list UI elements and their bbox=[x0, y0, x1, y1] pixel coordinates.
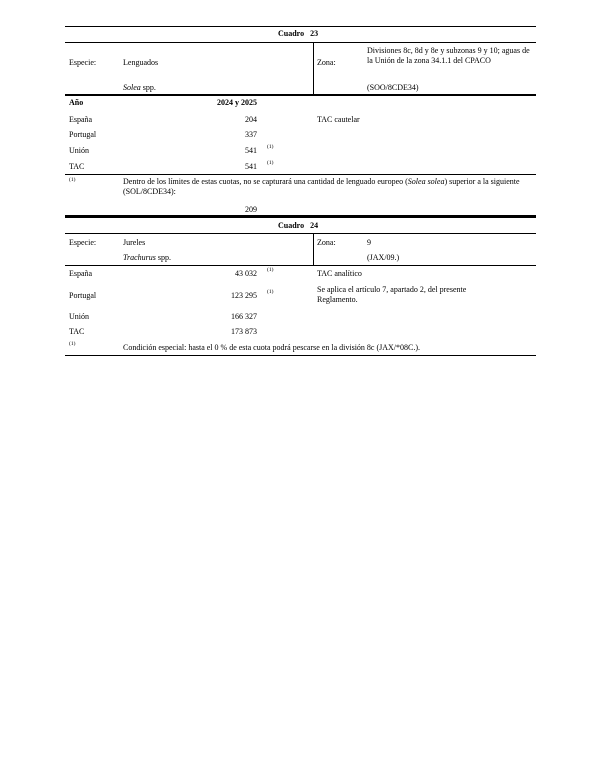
table-23-footnote-rule bbox=[65, 174, 536, 175]
title-number: 23 bbox=[310, 29, 319, 38]
title-label: Cuadro bbox=[278, 29, 305, 38]
zone-label: Zona: bbox=[317, 238, 336, 247]
row-value: 43 032 bbox=[235, 269, 257, 278]
table-24-title bbox=[278, 221, 318, 230]
footnote-value: 209 bbox=[245, 205, 257, 214]
footnote-marker: (1) bbox=[267, 289, 274, 295]
footnote-text-part: Dentro de los límites de estas cuotas, no se capturará una cantidad de lenguado europeo ( bbox=[123, 177, 408, 186]
species-latin: Trachurus bbox=[123, 253, 156, 262]
title-label: Cuadro bbox=[278, 221, 305, 230]
footnote-mark: (1) bbox=[69, 341, 76, 347]
row-value: 541 bbox=[245, 162, 257, 171]
footnote-mark: (1) bbox=[69, 177, 76, 183]
table-24-species-divider bbox=[313, 233, 314, 265]
species-spp: spp. bbox=[142, 83, 156, 92]
row-value: 123 295 bbox=[231, 291, 257, 300]
species-label: Especie: bbox=[69, 238, 97, 247]
row-value: 541 bbox=[245, 146, 257, 155]
footnote-marker: (1) bbox=[267, 267, 274, 273]
row-country: TAC bbox=[69, 162, 85, 171]
year-value: 2024 y 2025 bbox=[217, 98, 257, 107]
row-value: 173 873 bbox=[231, 327, 257, 336]
table-24-bottom-rule bbox=[65, 355, 536, 356]
table-23-header-rule bbox=[65, 94, 536, 96]
table-24-header-rule bbox=[65, 265, 536, 266]
table-23-title-rule bbox=[65, 42, 536, 43]
row-remark: TAC analítico bbox=[317, 269, 362, 278]
zone-text: Divisiones 8c, 8d y 8e y subzonas 9 y 10; aguas de la Unión de la zona 34.1.1 del CPACO bbox=[367, 46, 530, 65]
footnote-text bbox=[123, 177, 533, 197]
footnote-marker: (1) bbox=[267, 144, 274, 150]
row-country: España bbox=[69, 269, 93, 278]
species-common-name: Jureles bbox=[123, 238, 146, 247]
species-label: Especie: bbox=[69, 58, 97, 67]
footnote-marker: (1) bbox=[267, 160, 274, 166]
row-country: Unión bbox=[69, 146, 89, 155]
row-value: 337 bbox=[245, 130, 257, 139]
species-latin: Solea bbox=[123, 83, 141, 92]
zone-code: (JAX/09.) bbox=[367, 253, 400, 262]
row-country: Portugal bbox=[69, 291, 97, 300]
zone-text: 9 bbox=[367, 238, 371, 247]
zone-label: Zona: bbox=[317, 58, 336, 67]
table-23-title bbox=[278, 29, 318, 38]
row-remark: Se aplica el artículo 7, apartado 2, del presente Reglamento. bbox=[317, 285, 467, 304]
table-24-title-rule bbox=[65, 233, 536, 234]
species-spp: spp. bbox=[157, 253, 172, 262]
footnote-latin: Solea solea bbox=[407, 177, 445, 186]
species-latin-name bbox=[123, 83, 156, 92]
row-value: 166 327 bbox=[231, 312, 257, 321]
row-country: Unión bbox=[69, 312, 89, 321]
row-country: TAC bbox=[69, 327, 85, 336]
table-23-top-rule bbox=[65, 26, 536, 27]
species-latin-name bbox=[123, 253, 171, 262]
title-number: 24 bbox=[310, 221, 319, 230]
footnote-text: Condición especial: hasta el 0 % de esta cuota podrá pescarse en la división 8c (JAX/*08C.). bbox=[123, 343, 421, 352]
table-23-bottom-rule bbox=[65, 215, 536, 218]
species-common-name: Lenguados bbox=[123, 58, 159, 67]
footnote-text-part: ) superior a la siguiente (SOL/8CDE34): bbox=[123, 177, 520, 196]
row-country: España bbox=[69, 115, 93, 124]
zone-code: (SOO/8CDE34) bbox=[367, 83, 419, 92]
table-23-species-divider bbox=[313, 42, 314, 94]
row-remark: TAC cautelar bbox=[317, 115, 360, 124]
year-header: Año bbox=[69, 98, 84, 107]
row-country: Portugal bbox=[69, 130, 97, 139]
row-value: 204 bbox=[245, 115, 257, 124]
